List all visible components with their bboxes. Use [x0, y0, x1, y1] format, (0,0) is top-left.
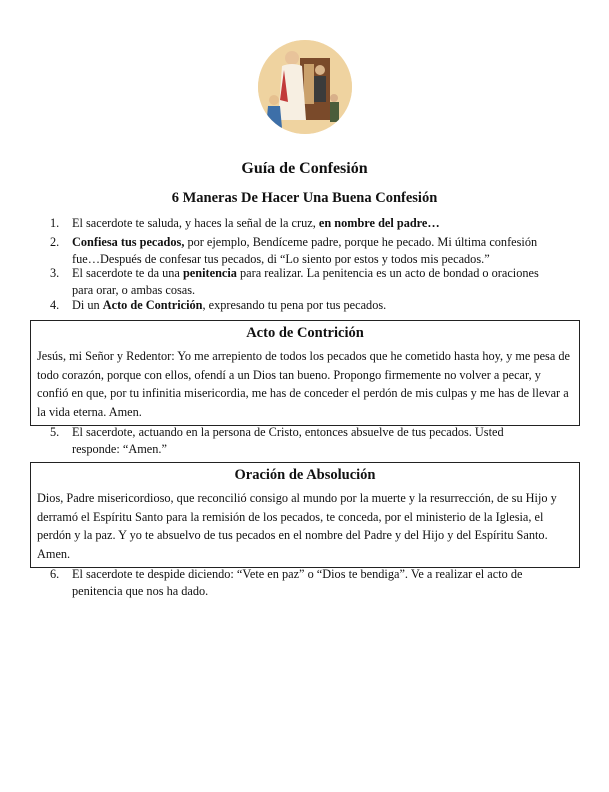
step-5: 5. El sacerdote, actuando en la persona de Cristo, entonces absuelve de tus pecados. Usted responde: “Amen.”: [50, 425, 504, 456]
step-1: 1. El sacerdote te saluda, y haces la señal de la cruz, en nombre del padre…: [50, 216, 440, 230]
step-2: 2. Confiesa tus pecados, por ejemplo, Bendíceme padre, porque he pecado. Mi última confesión fue…Después de confesar tus pecados, di “Lo siento por estos y todos mis pecados.”: [50, 235, 538, 266]
contricion-text: Jesús, mi Señor y Redentor: Yo me arrepiento de todos los pecados que he cometido hasta hoy, y me pesa de todo corazón, porque con ellos, ofendí a un Dios tan bueno. Propongo firmemente no volver a pecar, y confió en que, por tu infinitia misericordia, me has de conceder el perdón de mis culpas y me has de llevar a la vida eterna. Amen.: [37, 349, 570, 419]
step-4: 4. Di un Acto de Contrición, expresando tu pena por tus pecados.: [50, 298, 387, 312]
step-number: 4.: [50, 298, 60, 312]
oracion-de-absolucion-box: [30, 462, 580, 568]
acto-de-contricion-box: [30, 320, 580, 426]
step-6: 6. El sacerdote te despide diciendo: “Vete en paz” o “Dios te bendiga”. Ve a realizar el acto de penitencia que nos ha dado.: [50, 567, 523, 598]
step-number: 6.: [50, 567, 60, 581]
step-3: 3. El sacerdote te da una penitencia para realizar. La penitencia es un acto de bondad o oraciones para orar, o ambas cosas.: [50, 266, 539, 297]
step-number: 5.: [50, 425, 60, 439]
confession-painting-icon: [258, 40, 352, 134]
absolucion-text: Dios, Padre misericordioso, que reconcilió consigo al mundo por la muerte y la resurrección, de su Hijo y derramó el Espíritu Santo para la remisión de los pecados, te conceda, por el ministerio de la Iglesia, el perdón y la paz. Y yo te absuelvo de tus pecados en el nombre del Padre y del Hijo y del Espíritu Santo. Amen.: [37, 491, 557, 561]
page-title: Guía de Confesión: [241, 160, 368, 177]
step-number: 3.: [50, 266, 60, 280]
contricion-title: Acto de Contrición: [246, 325, 364, 341]
absolucion-title: Oración de Absolución: [234, 467, 376, 483]
step-number: 2.: [50, 235, 60, 249]
step-number: 1.: [50, 216, 60, 230]
page-subtitle: 6 Maneras De Hacer Una Buena Confesión: [171, 190, 438, 206]
